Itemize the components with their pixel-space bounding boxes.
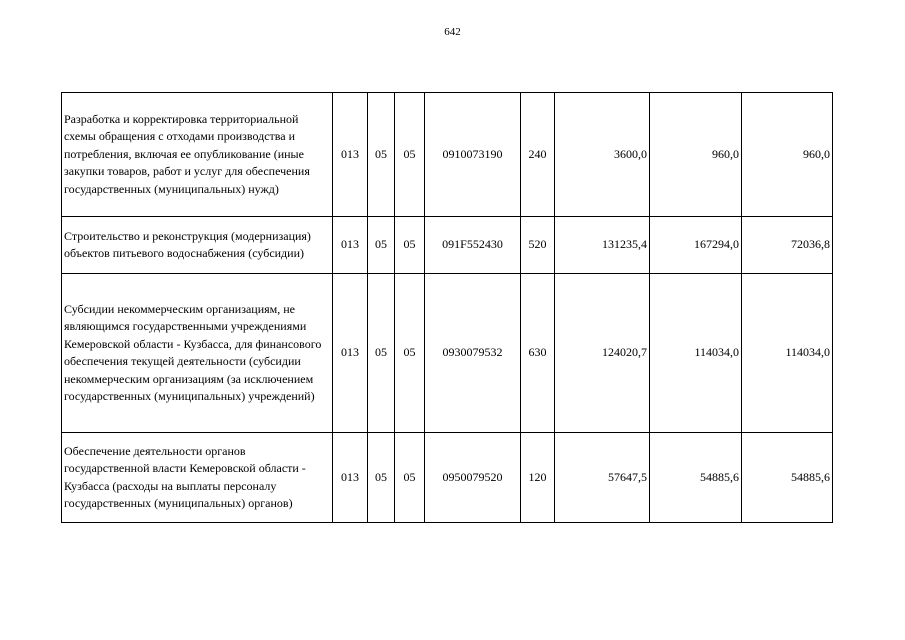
ministry-code: 013 <box>333 93 368 217</box>
page-number: 642 <box>444 26 461 38</box>
section-code: 05 <box>368 93 395 217</box>
amount-1: 124020,7 <box>555 274 650 433</box>
amount-2: 960,0 <box>650 93 742 217</box>
row-description: Строительство и реконструкция (модернизация) объектов питьевого водоснабжения (субсидии) <box>62 217 333 274</box>
amount-1: 57647,5 <box>555 433 650 523</box>
row-description: Субсидии некоммерческим организациям, не являющимся государственными учреждениями Кемеровской области - Кузбасса, для финансового обеспечения текущей деятельности (субсидии некоммерческим организациям (за исключением государственных (муниципальных) учреждений) <box>62 274 333 433</box>
amount-3: 72036,8 <box>742 217 833 274</box>
amount-2: 114034,0 <box>650 274 742 433</box>
amount-3: 960,0 <box>742 93 833 217</box>
ministry-code: 013 <box>333 217 368 274</box>
target-article-code: 0910073190 <box>425 93 521 217</box>
target-article-code: 0930079532 <box>425 274 521 433</box>
ministry-code: 013 <box>333 274 368 433</box>
table-row <box>62 433 833 523</box>
amount-2: 54885,6 <box>650 433 742 523</box>
target-article-code: 091F552430 <box>425 217 521 274</box>
table-row <box>62 217 833 274</box>
amount-2: 167294,0 <box>650 217 742 274</box>
subsection-code: 05 <box>395 433 425 523</box>
target-article-code: 0950079520 <box>425 433 521 523</box>
table-row <box>62 93 833 217</box>
expense-type-code: 630 <box>521 274 555 433</box>
subsection-code: 05 <box>395 217 425 274</box>
row-description: Разработка и корректировка территориальной схемы обращения с отходами производства и потребления, включая ее опубликование (иные закупки товаров, работ и услуг для обеспечения государственных (муниципальных) нужд) <box>62 93 333 217</box>
table-row <box>62 274 833 433</box>
amount-3: 54885,6 <box>742 433 833 523</box>
subsection-code: 05 <box>395 93 425 217</box>
amount-1: 131235,4 <box>555 217 650 274</box>
expense-type-code: 520 <box>521 217 555 274</box>
section-code: 05 <box>368 274 395 433</box>
budget-table <box>61 92 833 523</box>
subsection-code: 05 <box>395 274 425 433</box>
amount-1: 3600,0 <box>555 93 650 217</box>
expense-type-code: 120 <box>521 433 555 523</box>
row-description: Обеспечение деятельности органов государственной власти Кемеровской области - Кузбасса (расходы на выплаты персоналу государственных (муниципальных) органов) <box>62 433 333 523</box>
section-code: 05 <box>368 433 395 523</box>
ministry-code: 013 <box>333 433 368 523</box>
section-code: 05 <box>368 217 395 274</box>
amount-3: 114034,0 <box>742 274 833 433</box>
expense-type-code: 240 <box>521 93 555 217</box>
